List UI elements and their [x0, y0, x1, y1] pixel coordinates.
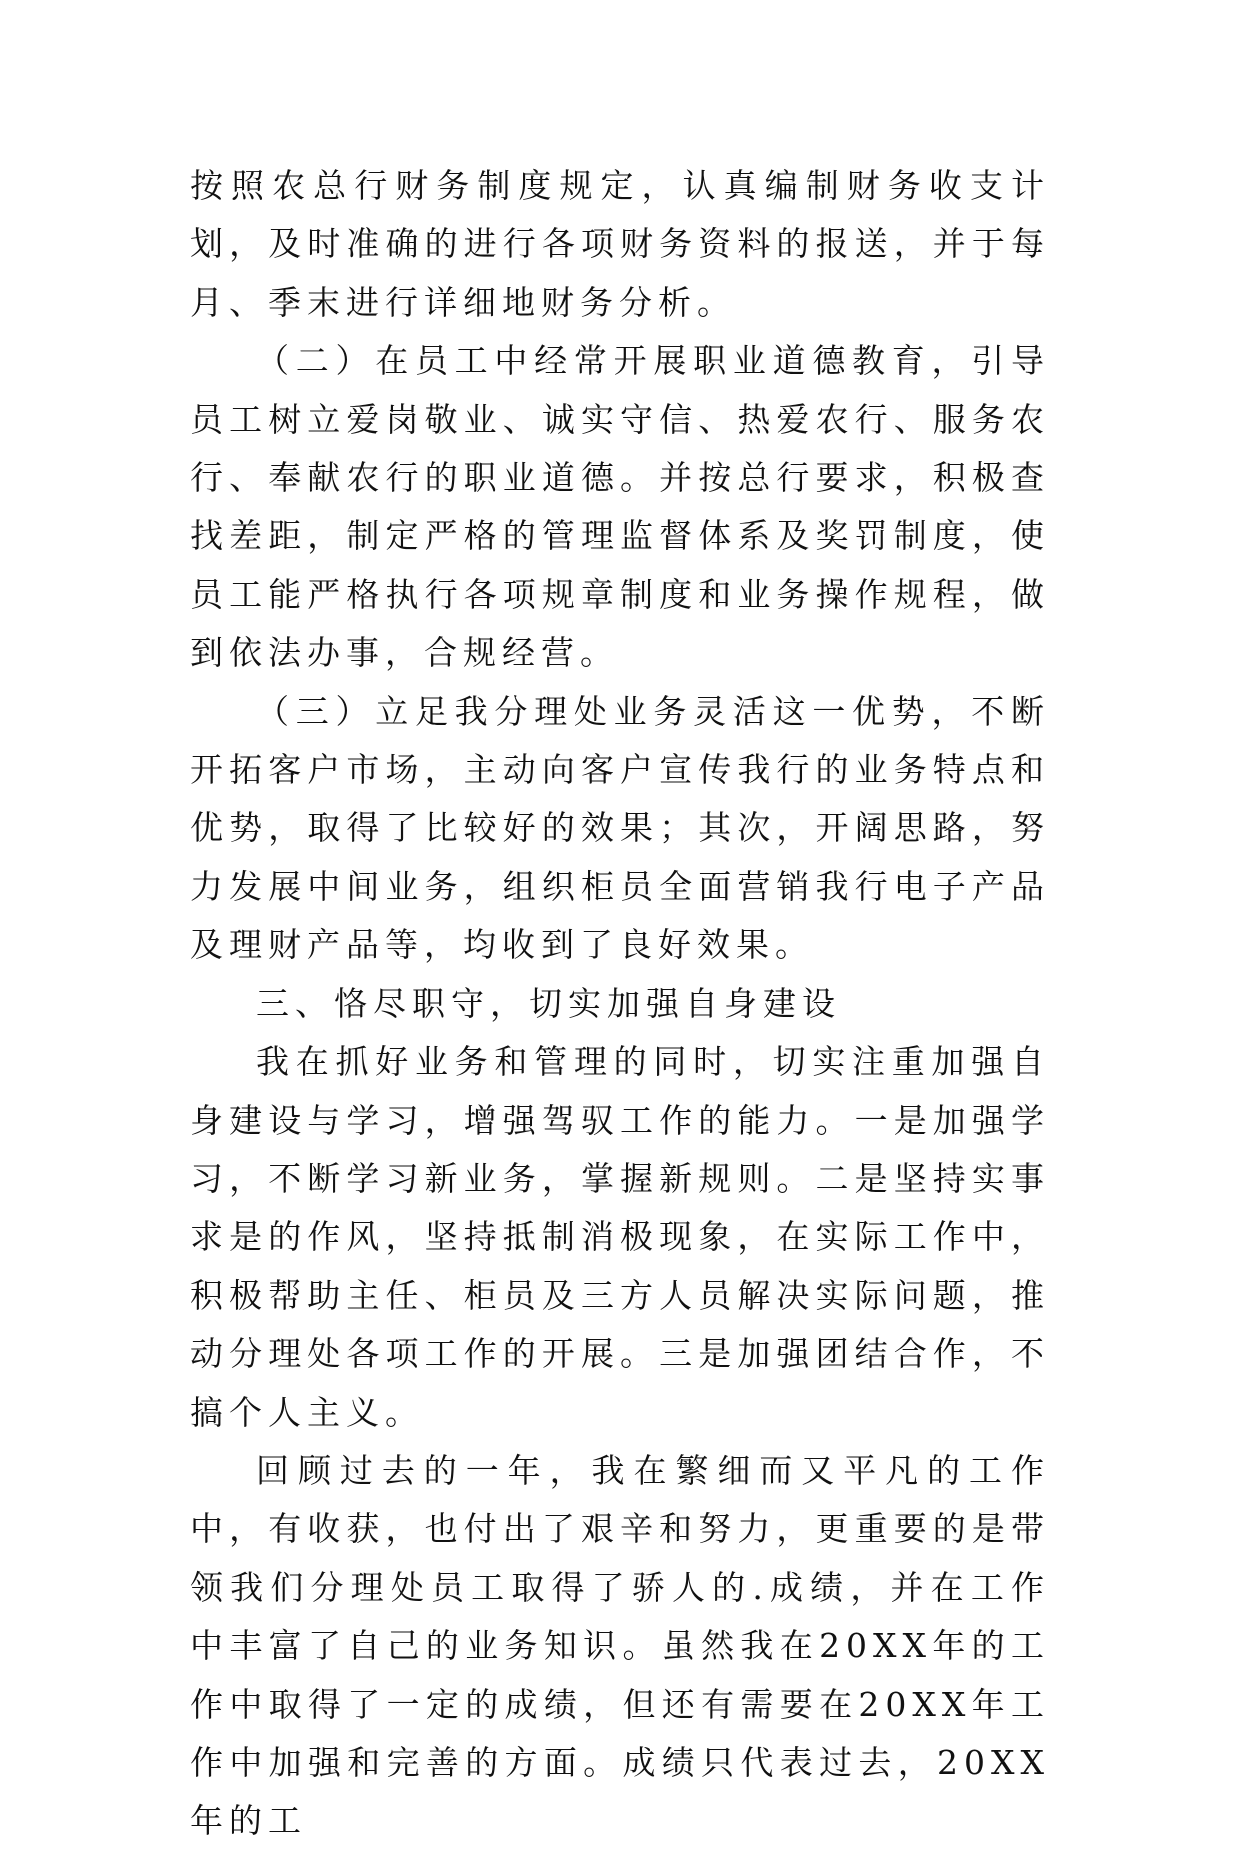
paragraph-market-expansion: （三）立足我分理处业务灵活这一优势，不断开拓客户市场，主动向客户宣传我行的业务特点和优势，取得了比较好的效果；其次，开阔思路，努力发展中间业务，组织柜员全面营销我行电子产品及理财产品等，均收到了良好效果。: [190, 691, 1050, 965]
section-heading-self-development: 三、恪尽职守，切实加强自身建设: [256, 983, 841, 1023]
paragraph-year-review: 回顾过去的一年，我在繁细而又平凡的工作中，有收获，也付出了艰辛和努力，更重要的是带领我们分理处员工取得了骄人的.成绩，并在工作中丰富了自己的业务知识。虽然我在20XX年的工作中取得了一定的成绩，但还有需要在20XX年工作中加强和完善的方面。成绩只代表过去，20XX年的工: [190, 1450, 1050, 1841]
paragraph-finance-continuation: 按照农总行财务制度规定，认真编制财务收支计划，及时准确的进行各项财务资料的报送，并于每月、季末进行详细地财务分析。: [190, 166, 1050, 322]
paragraph-self-development: 我在抓好业务和管理的同时，切实注重加强自身建设与学习，增强驾驭工作的能力。一是加强学习，不断学习新业务，掌握新规则。二是坚持实事求是的作风，坚持抵制消极现象，在实际工作中，积极帮助主任、柜员及三方人员解决实际问题，推动分理处各项工作的开展。三是加强团结合作，不搞个人主义。: [190, 1042, 1050, 1432]
document-body: [190, 157, 1050, 1851]
paragraph-ethics-education: （二）在员工中经常开展职业道德教育，引导员工树立爱岗敬业、诚实守信、热爱农行、服务农行、奉献农行的职业道德。并按总行要求，积极查找差距，制定严格的管理监督体系及奖罚制度，使员工能严格执行各项规章制度和业务操作规程，做到依法办事，合规经营。: [190, 341, 1050, 673]
